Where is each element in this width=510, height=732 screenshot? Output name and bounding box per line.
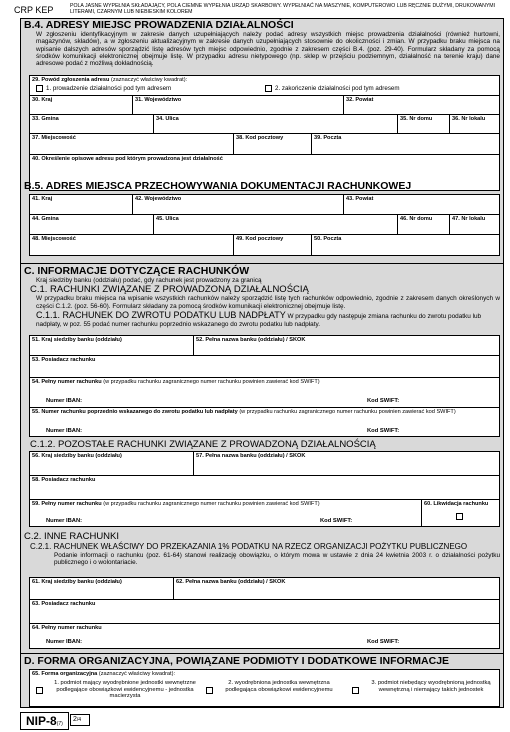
field-61[interactable]: 61. Kraj siedziby banku (oddziału)	[30, 578, 174, 600]
section-d-divider	[21, 653, 503, 654]
swift-59: Kod SWIFT:	[320, 518, 353, 524]
swift-55: Kod SWIFT:	[367, 428, 400, 434]
option-29-1[interactable]: 1. prowadzenie działalności pod tym adresem	[36, 85, 171, 92]
iban-59: Numer IBAN:	[46, 518, 83, 524]
field-65: 65. Forma organizacyjna (zaznaczyć właściwy kwadrat):	[30, 670, 500, 707]
section-c12	[24, 439, 500, 450]
field-59[interactable]: 59. Pełny numer rachunku (w przypadku rachunku zagranicznego numer rachunku powinien zawierać kod SWIFT)	[30, 500, 422, 527]
field-41[interactable]: 41. Kraj	[30, 195, 133, 215]
checkbox-65-3[interactable]	[352, 687, 359, 694]
field-34[interactable]: 34. Ulica	[154, 115, 398, 134]
section-c12-title: C.1.2. POZOSTAŁE RACHUNKI ZWIĄZANE Z PROWADZONĄ DZIAŁALNOŚCIĄ	[30, 439, 376, 450]
c11-grid	[29, 335, 500, 437]
field-49[interactable]: 49. Kod pocztowy	[234, 235, 312, 256]
crp-label: CRP KEP	[14, 5, 54, 15]
field-54[interactable]: 54. Pełny numer rachunku (w przypadku rachunku zagranicznego numer rachunku powinien zawierać kod SWIFT)	[30, 378, 500, 408]
section-b5	[24, 180, 500, 192]
field-42[interactable]: 42. Województwo	[133, 195, 344, 215]
section-b4	[24, 19, 500, 67]
field-37[interactable]: 37. Miejscowość	[30, 134, 234, 155]
checkbox-65-1[interactable]	[36, 687, 43, 694]
section-c-title: C. INFORMACJE DOTYCZĄCE RACHUNKÓW	[24, 265, 250, 277]
form-id: NIP-8(7)	[20, 712, 69, 730]
field-51[interactable]: 51. Kraj siedziby banku (oddziału)	[30, 336, 194, 356]
field-62[interactable]: 62. Pełna nazwa banku (oddziału) / SKOK	[174, 578, 500, 600]
field-48[interactable]: 48. Miejscowość	[30, 235, 234, 256]
b4-grid	[29, 75, 500, 191]
field-57[interactable]: 57. Pełna nazwa banku (oddziału) / SKOK	[194, 452, 500, 476]
field-55[interactable]: 55. Numer rachunku poprzednio wskazanego do zwrotu podatku lub nadpłaty (w przypadku rachunku zagranicznego numer rachunku powinien zawierać kod SWIFT)	[30, 408, 500, 437]
option-65-3[interactable]: 3. podmiot niebędący wyodrębnioną jednostką wewnętrzną i niemający takich jednostek	[371, 680, 491, 693]
section-b4-title: B.4. ADRESY MIEJSC PROWADZENIA DZIAŁALNOŚCI	[24, 19, 294, 31]
option-29-2[interactable]: 2. zakończenie działalności pod tym adresem	[265, 85, 400, 92]
field-46[interactable]: 46. Nr domu	[398, 215, 450, 235]
field-52[interactable]: 52. Pełna nazwa banku (oddziału) / SKOK	[194, 336, 500, 356]
section-b4-text: W zgłoszeniu identyfikacyjnym w zakresie danych uzupełniających należy podać adresy wszystkich miejsc prowadzenia działalności (również hurtowni, magazynów, składów), a w zgłoszeniu aktualizacyjnym w zakresie danych uzupełniających stosownie do okoliczności i zmian. W przypadku braku miejsca na wpisanie dalszych adresów sporządzić listę adresów tych miejsc odpowiednio, zgodnie z zakresem części B.4. (poz. 29-40). Formularz składany za pomocą środków komunikacji elektronicznej obejmuje listę. W przypadku adresu nietypowego (np. sklep w przejściu podziemnym, działalność na terenie kraju) dane adresowe podać z możliwą dokładnością.	[36, 31, 500, 68]
field-56[interactable]: 56. Kraj siedziby banku (oddziału)	[30, 452, 194, 476]
checkbox-29-2[interactable]	[265, 85, 272, 92]
field-31[interactable]: 31. Województwo	[133, 96, 344, 115]
section-c11-title: C.1.1. RACHUNEK DO ZWROTU PODATKU LUB NADPŁATY	[36, 309, 286, 320]
field-29: 29. Powód zgłoszenia adresu (zaznaczyć właściwy kwadrat):	[30, 76, 500, 96]
checkbox-60[interactable]	[456, 513, 463, 520]
b5-grid	[29, 194, 500, 256]
field-40[interactable]: 40. Określenie opisowe adresu pod którym prowadzona jest działalność	[30, 155, 500, 191]
d-grid	[29, 669, 500, 707]
field-44[interactable]: 44. Gmina	[30, 215, 154, 235]
option-65-1[interactable]: 1. podmiot mający wyodrębnione jednostki wewnętrzne podlegające obowiązkowi ewidencyjnemu - jednostka macierzysta	[54, 680, 196, 699]
field-39[interactable]: 39. Poczta	[312, 134, 500, 155]
field-33[interactable]: 33. Gmina	[30, 115, 154, 134]
section-b5-title: B.5. ADRES MIEJSCA PRZECHOWYWANIA DOKUMENTACJI RACHUNKOWEJ	[24, 180, 412, 192]
checkbox-65-2[interactable]	[206, 687, 213, 694]
option-65-2[interactable]: 2. wyodrębniona jednostka wewnętrzna podlegająca obowiązkowi ewidencyjnemu	[225, 680, 333, 693]
field-63[interactable]: 63. Posiadacz rachunku	[30, 600, 500, 624]
section-c21-text: Podanie informacji o rachunku (poz. 61-64) stanowi realizację obowiązku, o którym mowa w ustawie z dnia 24 kwietnia 2003 r. o działalności pożytku publicznego i o wolontariacie.	[54, 552, 500, 567]
field-47[interactable]: 47. Nr lokalu	[450, 215, 500, 235]
field-36[interactable]: 36. Nr lokalu	[450, 115, 500, 134]
swift-64: Kod SWIFT:	[367, 639, 400, 645]
field-35[interactable]: 35. Nr domu	[398, 115, 450, 134]
field-30[interactable]: 30. Kraj	[30, 96, 133, 115]
section-d-title: D. FORMA ORGANIZACYJNA, POWIĄZANE PODMIOTY I DODATKOWE INFORMACJE	[24, 655, 450, 667]
checkbox-29-1[interactable]	[36, 85, 43, 92]
field-38[interactable]: 38. Kod pocztowy	[234, 134, 312, 155]
field-64[interactable]: 64. Pełny numer rachunku	[30, 624, 500, 649]
form-body	[20, 18, 504, 708]
section-c1-title: C.1. RACHUNKI ZWIĄZANE Z PROWADZONĄ DZIAŁALNOŚCIĄ	[30, 284, 309, 296]
section-c1-text: W przypadku braku miejsca na wpisanie wszystkich rachunków należy sporządzić listę tych rachunków odpowiednio, zgodnie z zakresem danych określonych w części C.1.2. (poz. 56-60). Formularz składany za pomocą środków komunikacji elektronicznej obejmuje listę.	[36, 295, 500, 310]
section-c-note: Kraj siedziby banku (oddziału) podać, gdy rachunek jest prowadzony za granicą	[36, 277, 262, 284]
field-32[interactable]: 32. Powiat	[344, 96, 500, 115]
c12-grid	[29, 451, 500, 527]
c21-grid	[29, 577, 500, 649]
section-c-divider	[21, 263, 503, 264]
field-50[interactable]: 50. Poczta	[312, 235, 500, 256]
section-c	[24, 265, 500, 328]
section-c2-title: C.2. INNE RACHUNKI	[24, 531, 120, 542]
section-c21-title: C.2.1. RACHUNEK WŁAŚCIWY DO PRZEKAZANIA 1% PODATKU NA RZECZ ORGANIZACJI POŻYTKU PUBLICZNEGO	[30, 542, 468, 551]
swift-54: Kod SWIFT:	[367, 398, 400, 404]
field-53[interactable]: 53. Posiadacz rachunku	[30, 356, 500, 378]
iban-54: Numer IBAN:	[46, 398, 83, 404]
fill-instructions: POLA JASNE WYPEŁNIA SKŁADAJĄCY, POLA CIEMNE WYPEŁNIA URZĄD SKARBOWY. WYPEŁNIAĆ NA MASZYNIE, KOMPUTEROWO LUB RĘCZNIE DUŻYMI, DRUKOWANYMI LITERAMI, CZARNYM LUB NIEBIESKIM KOLOREM	[70, 3, 496, 15]
iban-64: Numer IBAN:	[46, 639, 83, 645]
section-d	[24, 655, 500, 667]
iban-55: Numer IBAN:	[46, 428, 83, 434]
field-60: 60. Likwidacja rachunku	[422, 500, 500, 527]
field-43[interactable]: 43. Powiat	[344, 195, 500, 215]
page-number: 2/4	[70, 714, 90, 726]
section-c2	[24, 531, 500, 567]
field-45[interactable]: 45. Ulica	[154, 215, 398, 235]
section-c11-text: W przypadku gdy następuje zmiana rachunku do zwrotu podatku lub nadpłaty, w poz. 55 podać numer rachunku poprzednio wskazanego do zwrotu podatku lub nadpłaty.	[36, 312, 482, 328]
field-58[interactable]: 58. Posiadacz rachunku	[30, 476, 500, 500]
